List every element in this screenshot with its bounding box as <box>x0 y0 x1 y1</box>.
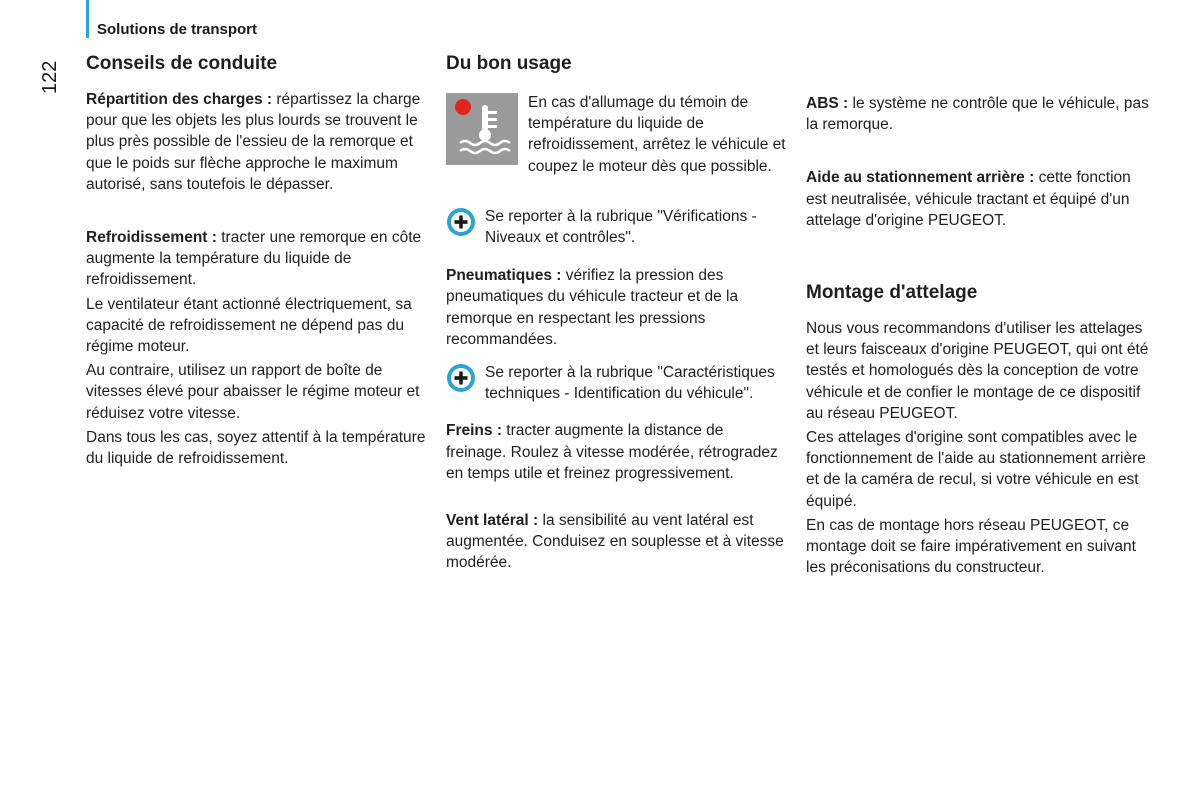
paragraph-fan: Le ventilateur étant actionné électriquement, sa capacité de refroidissement ne dépend pas du régime moteur. <box>86 295 412 356</box>
info-row-specs <box>446 362 786 404</box>
paragraph-cooling <box>86 227 426 291</box>
header-accent-bar <box>86 0 89 38</box>
column-good-usage <box>446 52 786 574</box>
label-tyres: Pneumatiques : <box>446 267 562 285</box>
label-parking-aid: Aide au stationnement arrière : <box>806 169 1035 187</box>
text-abs: le système ne contrôle que le véhicule, pas la remorque. <box>806 95 1149 134</box>
heading-towbar-fitting: Montage d'attelage <box>806 282 978 304</box>
info-text-checks: Se reporter à la rubrique "Vérifications - Niveaux et contrôles". <box>485 207 757 247</box>
text-tyres: vérifiez la pression des pneumatiques du véhicule tracteur et de la remorque en respectant les pressions recommandées. <box>446 267 739 348</box>
text-crosswind: la sensibilité au vent latéral est augmentée. Conduisez en souplesse et à vitesse modérée. <box>446 512 784 572</box>
coolant-temperature-warning-icon <box>446 93 518 165</box>
column-driving-advice <box>86 52 426 469</box>
paragraph-outside-network: En cas de montage hors réseau PEUGEOT, ce montage doit se faire impérativement en suivant les préconisations du constructeur. <box>806 516 1136 577</box>
paragraph-load-distribution <box>86 89 426 195</box>
paragraph-attention: Dans tous les cas, soyez attentif à la température du liquide de refroidissement. <box>86 428 426 468</box>
paragraph-gear: Au contraire, utilisez un rapport de boîte de vitesses élevé pour abaisser le régime moteur et réduisez votre vitesse. <box>86 362 420 422</box>
paragraph-crosswind <box>446 510 786 574</box>
text-cooling: tracter une remorque en côte augmente la température du liquide de refroidissement. <box>86 229 422 289</box>
page-number: 122 <box>39 60 61 94</box>
heading-good-usage: Du bon usage <box>446 53 572 74</box>
paragraph-tyres <box>446 265 786 350</box>
paragraph-parking-aid <box>806 167 1151 231</box>
label-brakes: Freins : <box>446 422 502 440</box>
text-load-distribution: répartissez la charge pour que les objets les plus lourds se trouvent le plus près possible de l'essieu de la remorque et que le poids sur flèche approche le maximum autorisé, sans toutefois le dépasser. <box>86 91 421 193</box>
label-crosswind: Vent latéral : <box>446 512 539 530</box>
info-text-specs: Se reporter à la rubrique "Caractéristiques techniques - Identification du véhicule". <box>485 364 775 403</box>
coolant-warning-box <box>446 93 786 177</box>
paragraph-brakes <box>446 420 786 484</box>
info-plus-icon <box>446 207 476 237</box>
paragraph-recommend: Nous vous recommandons d'utiliser les attelages et leurs faisceaux d'origine PEUGEOT, qui ont été testés et homologués dès la conception de votre véhicule et de confier le montage de ce dispositif au réseau PEUGEOT. <box>806 320 1149 422</box>
info-row-checks <box>446 206 786 248</box>
heading-driving-advice: Conseils de conduite <box>86 53 278 74</box>
label-cooling: Refroidissement : <box>86 229 217 247</box>
label-load-distribution: Répartition des charges : <box>86 91 273 108</box>
info-plus-icon <box>446 363 476 393</box>
coolant-warning-text: En cas d'allumage du témoin de température du liquide de refroidissement, arrêtez le véhicule et coupez le moteur dès que possible. <box>528 94 786 175</box>
section-title: Solutions de transport <box>97 21 258 38</box>
paragraph-compatible: Ces attelages d'origine sont compatibles avec le fonctionnement de l'aide au stationnement arrière et de la caméra de recul, si votre véhicule en est équipé. <box>806 429 1146 510</box>
column-towing <box>806 52 1151 578</box>
label-abs: ABS : <box>806 95 849 112</box>
paragraph-abs <box>806 93 1151 135</box>
text-brakes: tracter augmente la distance de freinage. Roulez à vitesse modérée, rétrogradez en temps utile et freinez progressivement. <box>446 422 778 482</box>
text-parking-aid: cette fonction est neutralisée, véhicule tractant et équipé d'un attelage d'origine PEUGEOT. <box>806 169 1131 229</box>
